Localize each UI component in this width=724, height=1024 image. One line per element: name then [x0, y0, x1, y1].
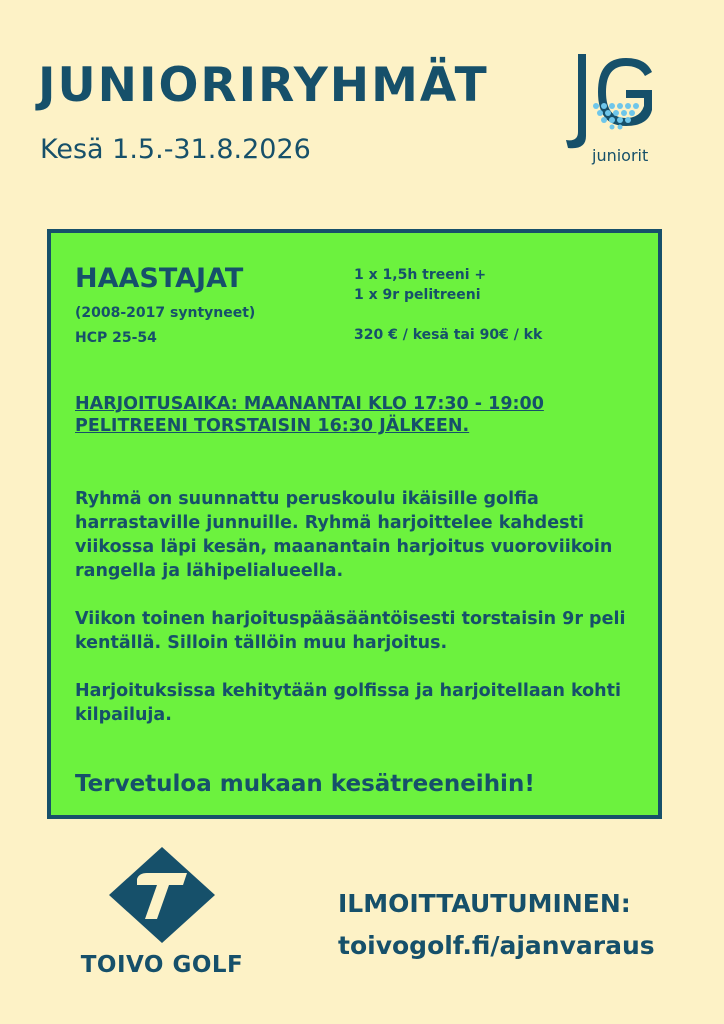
- golf-ball-icon: [556, 50, 660, 150]
- training-info: [354, 265, 486, 305]
- page-title: JUNIORIRYHMÄT: [38, 58, 489, 113]
- registration-label: ILMOITTAUTUMINEN:: [338, 889, 631, 918]
- registration-link[interactable]: toivogolf.fi/ajanvaraus: [338, 931, 655, 960]
- price-info: 320 € / kesä tai 90€ / kk: [354, 327, 543, 343]
- schedule-line-1: HARJOITUSAIKA: MAANANTAI KLO 17:30 - 19:00: [75, 394, 544, 414]
- jg-juniorit-logo: [556, 50, 660, 178]
- toivo-golf-name: TOIVO GOLF: [80, 952, 244, 978]
- birth-years: (2008-2017 syntyneet): [75, 305, 256, 321]
- schedule-line-2: PELITREENI TORSTAISIN 16:30 JÄLKEEN.: [75, 416, 470, 436]
- description-paragraph-1: Ryhmä on suunnattu peruskoulu ikäisille golfia harrastaville junnuille. Ryhmä harjoittelee kahdesti viikossa läpi kesän, maanantain harjoitus vuoroviikoin rangella ja lähipelialueella.: [75, 489, 613, 581]
- season-dates: Kesä 1.5.-31.8.2026: [40, 134, 311, 165]
- group-heading: HAASTAJAT: [75, 263, 244, 294]
- toivo-golf-logo: [72, 845, 252, 990]
- jg-tag-text: juniorit: [592, 146, 649, 165]
- training-line-2: 1 x 9r pelitreeni: [354, 287, 481, 303]
- toivo-t-icon: [107, 845, 217, 945]
- hcp-range: HCP 25-54: [75, 330, 157, 346]
- schedule: [75, 393, 544, 437]
- group-card: [47, 229, 662, 819]
- description-paragraph-3: Harjoituksissa kehitytään golfissa ja harjoitellaan kohti kilpailuja.: [75, 681, 622, 725]
- welcome-text: Tervetuloa mukaan kesätreeneihin!: [75, 771, 535, 797]
- description-paragraph-2: Viikon toinen harjoituspääsääntöisesti torstaisin 9r peli kentällä. Silloin tällöin muu harjoitus.: [75, 609, 626, 653]
- training-line-1: 1 x 1,5h treeni +: [354, 267, 487, 283]
